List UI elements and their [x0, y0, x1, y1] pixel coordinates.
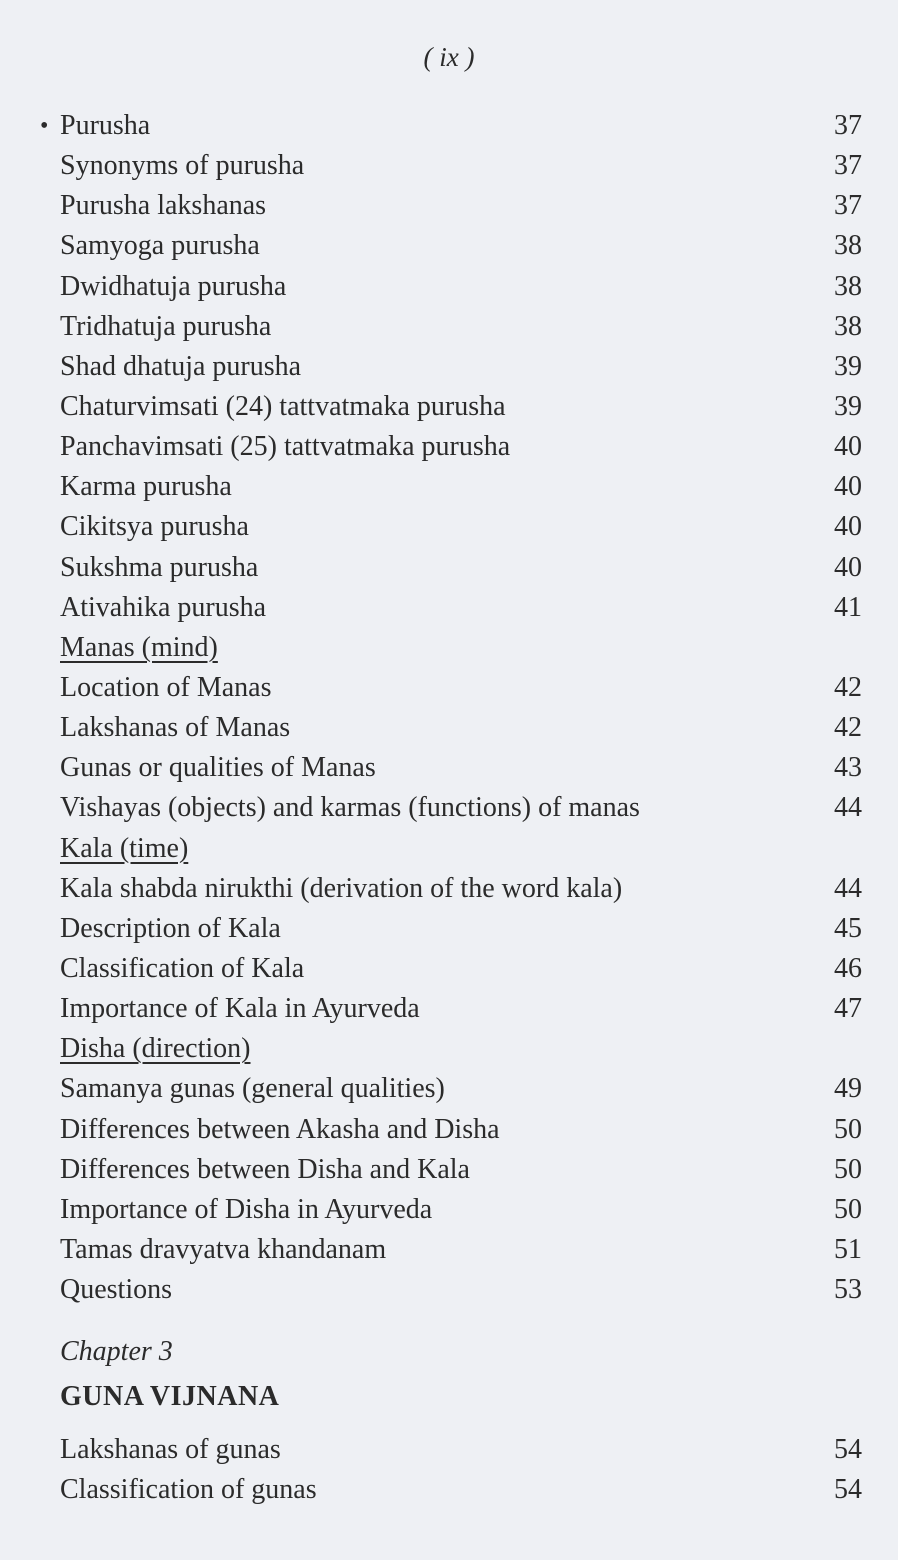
toc-entry — [0, 1470, 898, 1510]
chapter-title: GUNA VIJNANA — [60, 1381, 280, 1412]
toc-entry — [0, 708, 898, 748]
toc-entry-page: 50 — [834, 1193, 862, 1225]
toc-entry-title: Tridhatuja purusha — [60, 310, 272, 342]
toc-entry-title: Purusha lakshanas — [60, 190, 267, 222]
toc-entry-title: Questions — [60, 1274, 172, 1306]
toc-entry-page: 39 — [834, 350, 862, 382]
toc-entry-title: Description of Kala — [60, 912, 281, 944]
toc-entry-title: Importance of Disha in Ayurveda — [60, 1193, 433, 1225]
toc-entry-page: 54 — [834, 1474, 862, 1506]
toc-entry — [0, 748, 898, 788]
toc-entry-title: Gunas or qualities of Manas — [60, 752, 376, 784]
toc-entry-title: Synonyms of purusha — [60, 150, 305, 182]
toc-entry-title: Samyoga purusha — [60, 230, 260, 262]
toc-entry-title: Dwidhatuja purusha — [60, 270, 287, 302]
toc-entry-page: 54 — [834, 1434, 862, 1465]
toc-entry-page: 47 — [834, 993, 862, 1025]
toc-entry-title: Lakshanas of gunas — [60, 1434, 281, 1465]
toc-entry-page: 40 — [834, 551, 862, 583]
toc-entry — [0, 186, 898, 226]
toc-section-title: Disha (direction) — [60, 1033, 251, 1065]
toc-entry-page: 40 — [834, 431, 862, 463]
toc-entry-page: 49 — [834, 1073, 862, 1105]
toc-entry-page: 40 — [834, 471, 862, 503]
toc-section-heading — [0, 628, 898, 668]
toc-entry — [0, 1190, 898, 1230]
toc-entry-title: Chaturvimsati (24) tattvatmaka purusha — [60, 390, 506, 422]
toc-entry-title: Importance of Kala in Ayurveda — [60, 993, 420, 1025]
toc-entry — [0, 588, 898, 628]
toc-entry — [0, 548, 898, 588]
toc-entry — [0, 1430, 898, 1470]
toc-entry-page: 50 — [834, 1153, 862, 1185]
chapter-toc-list — [0, 1430, 898, 1510]
toc-entry-page: 41 — [834, 591, 862, 623]
toc-entry-page: 44 — [834, 792, 862, 824]
toc-entry — [0, 1230, 898, 1270]
toc-entry-title: Shad dhatuja purusha — [60, 350, 302, 382]
toc-entry — [0, 989, 898, 1029]
toc-entry — [0, 668, 898, 708]
toc-entry — [0, 106, 898, 146]
bullet-icon: • — [40, 113, 49, 139]
toc-entry-title: Vishayas (objects) and karmas (functions) of manas — [60, 792, 640, 824]
toc-entry — [0, 1069, 898, 1109]
toc-entry-title: Tamas dravyatva khandanam — [60, 1233, 387, 1265]
toc-entry-page: 38 — [834, 270, 862, 302]
toc-entry-page: 51 — [834, 1233, 862, 1265]
toc-entry-page: 43 — [834, 752, 862, 784]
toc-entry-page: 40 — [834, 511, 862, 543]
toc-entry-title: Cikitsya purusha — [60, 511, 249, 543]
toc-entry-page: 53 — [834, 1274, 862, 1306]
toc-entry — [0, 467, 898, 507]
toc-entry-page: 37 — [834, 190, 862, 222]
toc-entry-page: 45 — [834, 912, 862, 944]
toc-entry — [0, 909, 898, 949]
toc-entry-title: Classification of gunas — [60, 1474, 317, 1506]
toc-section-heading — [0, 1029, 898, 1069]
toc-section-title: Kala (time) — [60, 832, 189, 864]
toc-entry-title: Kala shabda nirukthi (derivation of the word kala) — [60, 872, 623, 904]
toc-entry-title: Classification of Kala — [60, 952, 305, 984]
toc-entry-title: Karma purusha — [60, 471, 232, 503]
toc-entry-page: 42 — [834, 712, 862, 744]
toc-entry — [0, 1110, 898, 1150]
toc-entry-title: Samanya gunas (general qualities) — [60, 1073, 445, 1105]
toc-entry — [0, 869, 898, 909]
toc-entry — [0, 427, 898, 467]
toc-entry — [0, 507, 898, 547]
toc-entry-title: Differences between Disha and Kala — [60, 1153, 470, 1185]
toc-entry-title: Purusha — [60, 110, 151, 141]
toc-entry-page: 38 — [834, 230, 862, 262]
toc-entry-page: 39 — [834, 390, 862, 422]
toc-entry — [0, 1150, 898, 1190]
toc-section-title: Manas (mind) — [60, 631, 218, 663]
toc-entry — [0, 307, 898, 347]
toc-entry-title: Ativahika purusha — [60, 591, 267, 623]
toc-entry-page: 42 — [834, 671, 862, 703]
page-number: ( ix ) — [423, 42, 475, 72]
toc-entry-page: 37 — [834, 110, 862, 141]
toc-entry-page: 46 — [834, 952, 862, 984]
toc-entry-page: 44 — [834, 872, 862, 904]
toc-section-heading — [0, 829, 898, 869]
toc-entry-title: Differences between Akasha and Disha — [60, 1113, 500, 1145]
toc-entry-page: 37 — [834, 150, 862, 182]
toc-entry — [0, 387, 898, 427]
toc-entry-title: Location of Manas — [60, 671, 272, 703]
toc-entry — [0, 347, 898, 387]
chapter-label: Chapter 3 — [60, 1336, 173, 1367]
toc-entry-page: 50 — [834, 1113, 862, 1145]
toc-list — [0, 106, 898, 1310]
toc-entry-title: Sukshma purusha — [60, 551, 259, 583]
toc-entry — [0, 146, 898, 186]
toc-entry-title: Panchavimsati (25) tattvatmaka purusha — [60, 431, 511, 463]
toc-entry-page: 38 — [834, 310, 862, 342]
toc-entry — [0, 267, 898, 307]
toc-entry — [0, 1270, 898, 1310]
toc-entry — [0, 949, 898, 989]
toc-entry-title: Lakshanas of Manas — [60, 712, 291, 744]
toc-entry — [0, 788, 898, 828]
toc-entry — [0, 226, 898, 266]
